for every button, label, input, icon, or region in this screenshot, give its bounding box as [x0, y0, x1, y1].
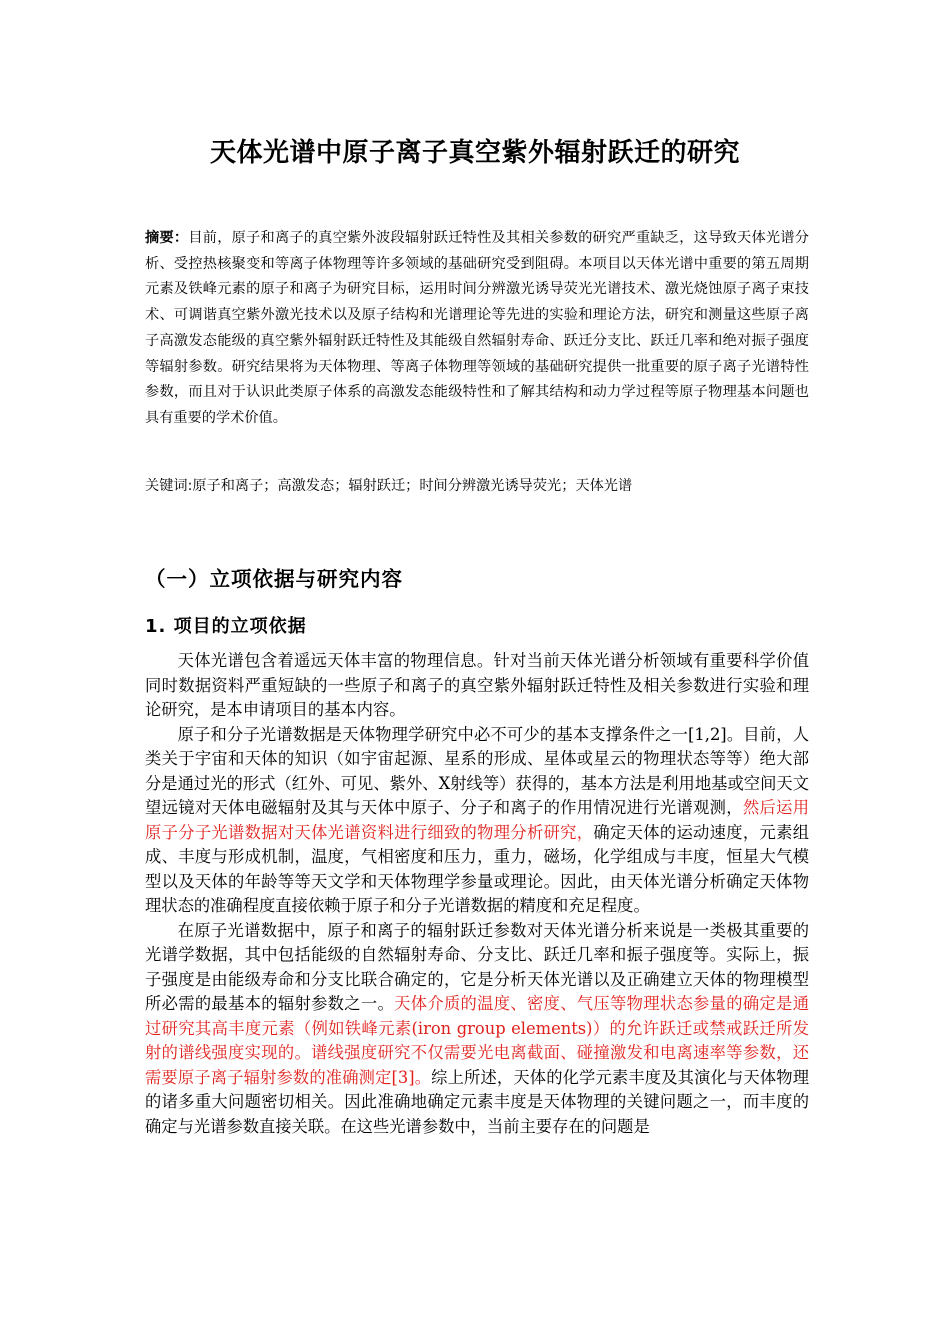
paragraph-1: 天体光谱包含着遥远天体丰富的物理信息。针对当前天体光谱分析领域有重要科学价值同时数据资料严重短缺的一些原子和离子的真空紫外辐射跃迁特性及相关参数进行实验和理论研究，是本申请项目的基本内容。 [145, 651, 809, 719]
keywords-text: 原子和离子；高激发态；辐射跃迁；时间分辨激光诱导荧光；天体光谱 [192, 478, 633, 494]
section-heading: （一）立项依据与研究内容 [145, 567, 403, 591]
paragraph-2-highlight: 然后运用原子分子光谱数据对天体光谱资料进行细致的物理分析研究， [145, 798, 809, 842]
paragraph-3-highlight: 天体介质的温度、密度、气压等物理状态参量的确定是通过研究其高丰度元素（例如铁峰元素(iron group elements)）的允许跃迁或禁戒跃迁所发射的谱线强度实现的。谱线强度研究不仅需要光电离截面、碰撞激发和电离速率等参数，还需要原子离子辐射参数的准确测定[3]。 [145, 994, 809, 1087]
sub-heading: 1. 项目的立项依据 [145, 616, 307, 637]
document-title: 天体光谱中原子离子真空紫外辐射跃迁的研究 [209, 138, 740, 168]
paragraph-3-part-2: 综上所述，天体的化学元素丰度及其演化与天体物理的诸多重大问题密切相关。因此准确地确定元素丰度是天体物理的关键问题之一，而丰度的确定与光谱参数直接关联。在这些光谱参数中，当前主要存在的问题是 [145, 1067, 809, 1136]
keywords [145, 474, 809, 499]
paragraph-2 [145, 723, 809, 919]
paragraph-2-part-2: 确定天体的运动速度，元素组成、丰度与形成机制，温度，气相密度和压力，重力，磁场，化学组成与丰度，恒星大气模型以及天体的年龄等等天文学和天体物理学参量或理论。因此，由天体光谱分析确定天体物理状态的准确程度直接依赖于原子和分子光谱数据的精度和充足程度。 [145, 822, 809, 915]
keywords-label: 关键词: [145, 478, 193, 494]
paragraph-2-part-1: 原子和分子光谱数据是天体物理学研究中必不可少的基本支撑条件之一[1,2]。目前，人类关于宇宙和天体的知识（如宇宙起源、星系的形成、星体或星云的物理状态等等）绝大部分是通过光的形式（红外、可见、紫外、X射线等）获得的，基本方法是利用地基或空间天文望远镜对天体电磁辐射及其与天体中原子、分子和离子的作用情况进行光谱观测， [145, 724, 809, 817]
paragraph-3 [145, 919, 809, 1140]
body-text [145, 649, 809, 1139]
abstract [145, 226, 809, 432]
abstract-label: 摘要： [145, 230, 189, 246]
paragraph-3-part-1: 在原子光谱数据中，原子和离子的辐射跃迁参数对天体光谱分析来说是一类极其重要的光谱学数据，其中包括能级的自然辐射寿命、分支比、跃迁几率和振子强度等。实际上，振子强度是由能级寿命和分支比联合确定的，它是分析天体光谱以及正确建立天体的物理模型所必需的最基本的辐射参数之一。 [145, 920, 809, 1013]
abstract-text: 目前，原子和离子的真空紫外波段辐射跃迁特性及其相关参数的研究严重缺乏，这导致天体光谱分析、受控热核聚变和等离子体物理等许多领域的基础研究受到阻碍。本项目以天体光谱中重要的第五周期元素及铁峰元素的原子和离子为研究目标，运用时间分辨激光诱导荧光光谱技术、激光烧蚀原子离子束技术、可调谐真空紫外激光技术以及原子结构和光谱理论等先进的实验和理论方法，研究和测量这些原子离子高激发态能级的真空紫外辐射跃迁特性及其能级自然辐射寿命、跃迁分支比、跃迁几率和绝对振子强度等辐射参数。研究结果将为天体物理、等离子体物理等领域的基础研究提供一批重要的原子离子光谱特性参数，而且对于认识此类原子体系的高激发态能级特性和了解其结构和动力学过程等原子物理基本问题也具有重要的学术价值。 [145, 230, 809, 426]
